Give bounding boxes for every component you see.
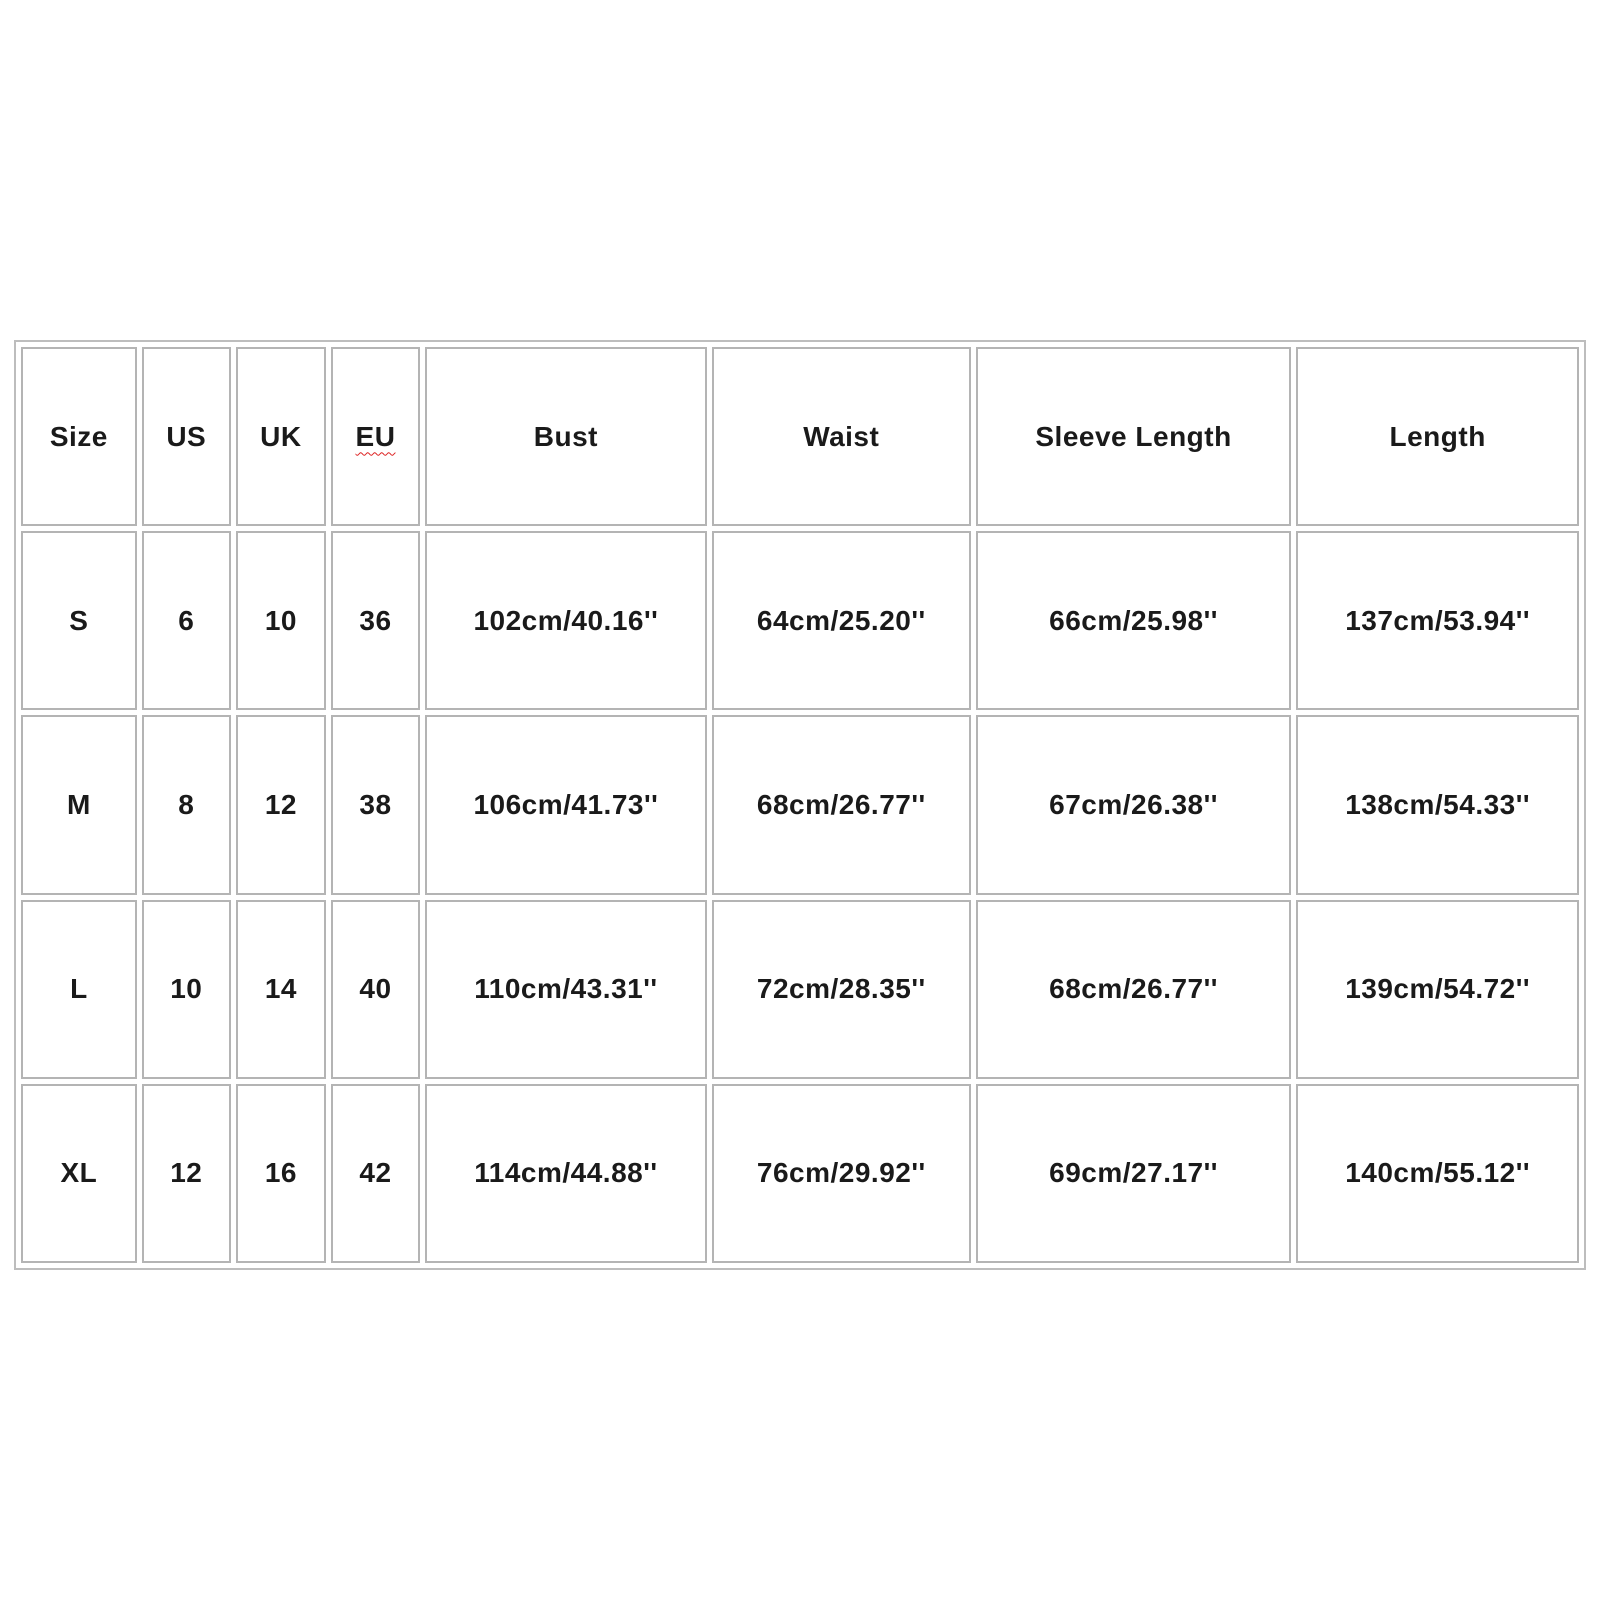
cell-waist: 72cm/28.35'' xyxy=(712,900,971,1079)
cell-bust: 110cm/43.31'' xyxy=(425,900,707,1079)
table-row xyxy=(21,900,1579,1079)
header-length: Length xyxy=(1296,347,1579,526)
header-sleeve-length: Sleeve Length xyxy=(976,347,1291,526)
cell-size: S xyxy=(21,531,137,710)
cell-sleeve-length: 66cm/25.98'' xyxy=(976,531,1291,710)
cell-length: 138cm/54.33'' xyxy=(1296,715,1579,894)
cell-uk: 14 xyxy=(236,900,326,1079)
cell-eu: 36 xyxy=(331,531,420,710)
header-size: Size xyxy=(21,347,137,526)
cell-bust: 106cm/41.73'' xyxy=(425,715,707,894)
cell-length: 137cm/53.94'' xyxy=(1296,531,1579,710)
cell-sleeve-length: 68cm/26.77'' xyxy=(976,900,1291,1079)
cell-bust: 114cm/44.88'' xyxy=(425,1084,707,1263)
cell-uk: 12 xyxy=(236,715,326,894)
cell-us: 8 xyxy=(142,715,231,894)
cell-waist: 68cm/26.77'' xyxy=(712,715,971,894)
cell-waist: 76cm/29.92'' xyxy=(712,1084,971,1263)
cell-us: 6 xyxy=(142,531,231,710)
header-uk: UK xyxy=(236,347,326,526)
cell-waist: 64cm/25.20'' xyxy=(712,531,971,710)
header-eu-label: EU xyxy=(355,420,396,452)
header-bust: Bust xyxy=(425,347,707,526)
cell-sleeve-length: 67cm/26.38'' xyxy=(976,715,1291,894)
table-row xyxy=(21,715,1579,894)
cell-size: M xyxy=(21,715,137,894)
cell-eu: 38 xyxy=(331,715,420,894)
header-eu xyxy=(331,347,420,526)
cell-uk: 10 xyxy=(236,531,326,710)
cell-uk: 16 xyxy=(236,1084,326,1263)
table-row xyxy=(21,1084,1579,1263)
cell-length: 140cm/55.12'' xyxy=(1296,1084,1579,1263)
header-waist: Waist xyxy=(712,347,971,526)
cell-us: 12 xyxy=(142,1084,231,1263)
cell-length: 139cm/54.72'' xyxy=(1296,900,1579,1079)
table-row xyxy=(21,531,1579,710)
size-chart-table xyxy=(14,340,1586,1270)
cell-eu: 40 xyxy=(331,900,420,1079)
cell-bust: 102cm/40.16'' xyxy=(425,531,707,710)
cell-us: 10 xyxy=(142,900,231,1079)
header-row xyxy=(21,347,1579,526)
cell-eu: 42 xyxy=(331,1084,420,1263)
cell-size: XL xyxy=(21,1084,137,1263)
cell-size: L xyxy=(21,900,137,1079)
cell-sleeve-length: 69cm/27.17'' xyxy=(976,1084,1291,1263)
header-us: US xyxy=(142,347,231,526)
